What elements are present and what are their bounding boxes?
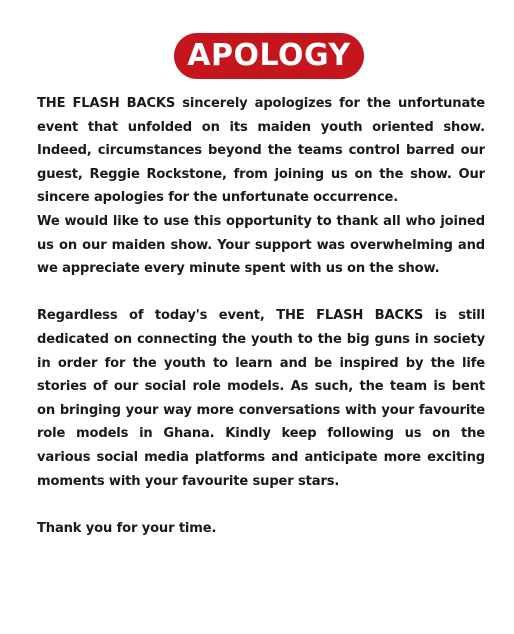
page-title: APOLOGY — [174, 33, 364, 79]
paragraph-apology: THE FLASH BACKS sincerely apologizes for the unfortunate event that unfolded on its maiden youth oriented show. Indeed, circumstances beyond the teams control barred our guest, Reggie Rockstone, from joining us on the show. Our sincere apologies for the unfortunate occurrence. — [37, 96, 485, 206]
paragraph-thanks: We would like to use this opportunity to thank all who joined us on our maiden show. Your support was overwhelming and we appreciate every minute spent with us on the show. — [37, 213, 485, 277]
paragraph-gap — [37, 493, 485, 517]
apology-body — [37, 92, 485, 540]
paragraph-mission: Regardless of today's event, THE FLASH BACKS is still dedicated on connecting the youth to the big guns in society in order for the youth to learn and be inspired by the life stories of our social role models. As such, the team is bent on bringing your way more conversations with your favourite role models in Ghana. Kindly keep following us on the various social media platforms and anticipate more exciting moments with your favourite super stars. — [37, 308, 485, 489]
paragraph-closing: Thank you for your time. — [37, 520, 217, 536]
paragraph-gap — [37, 281, 485, 305]
